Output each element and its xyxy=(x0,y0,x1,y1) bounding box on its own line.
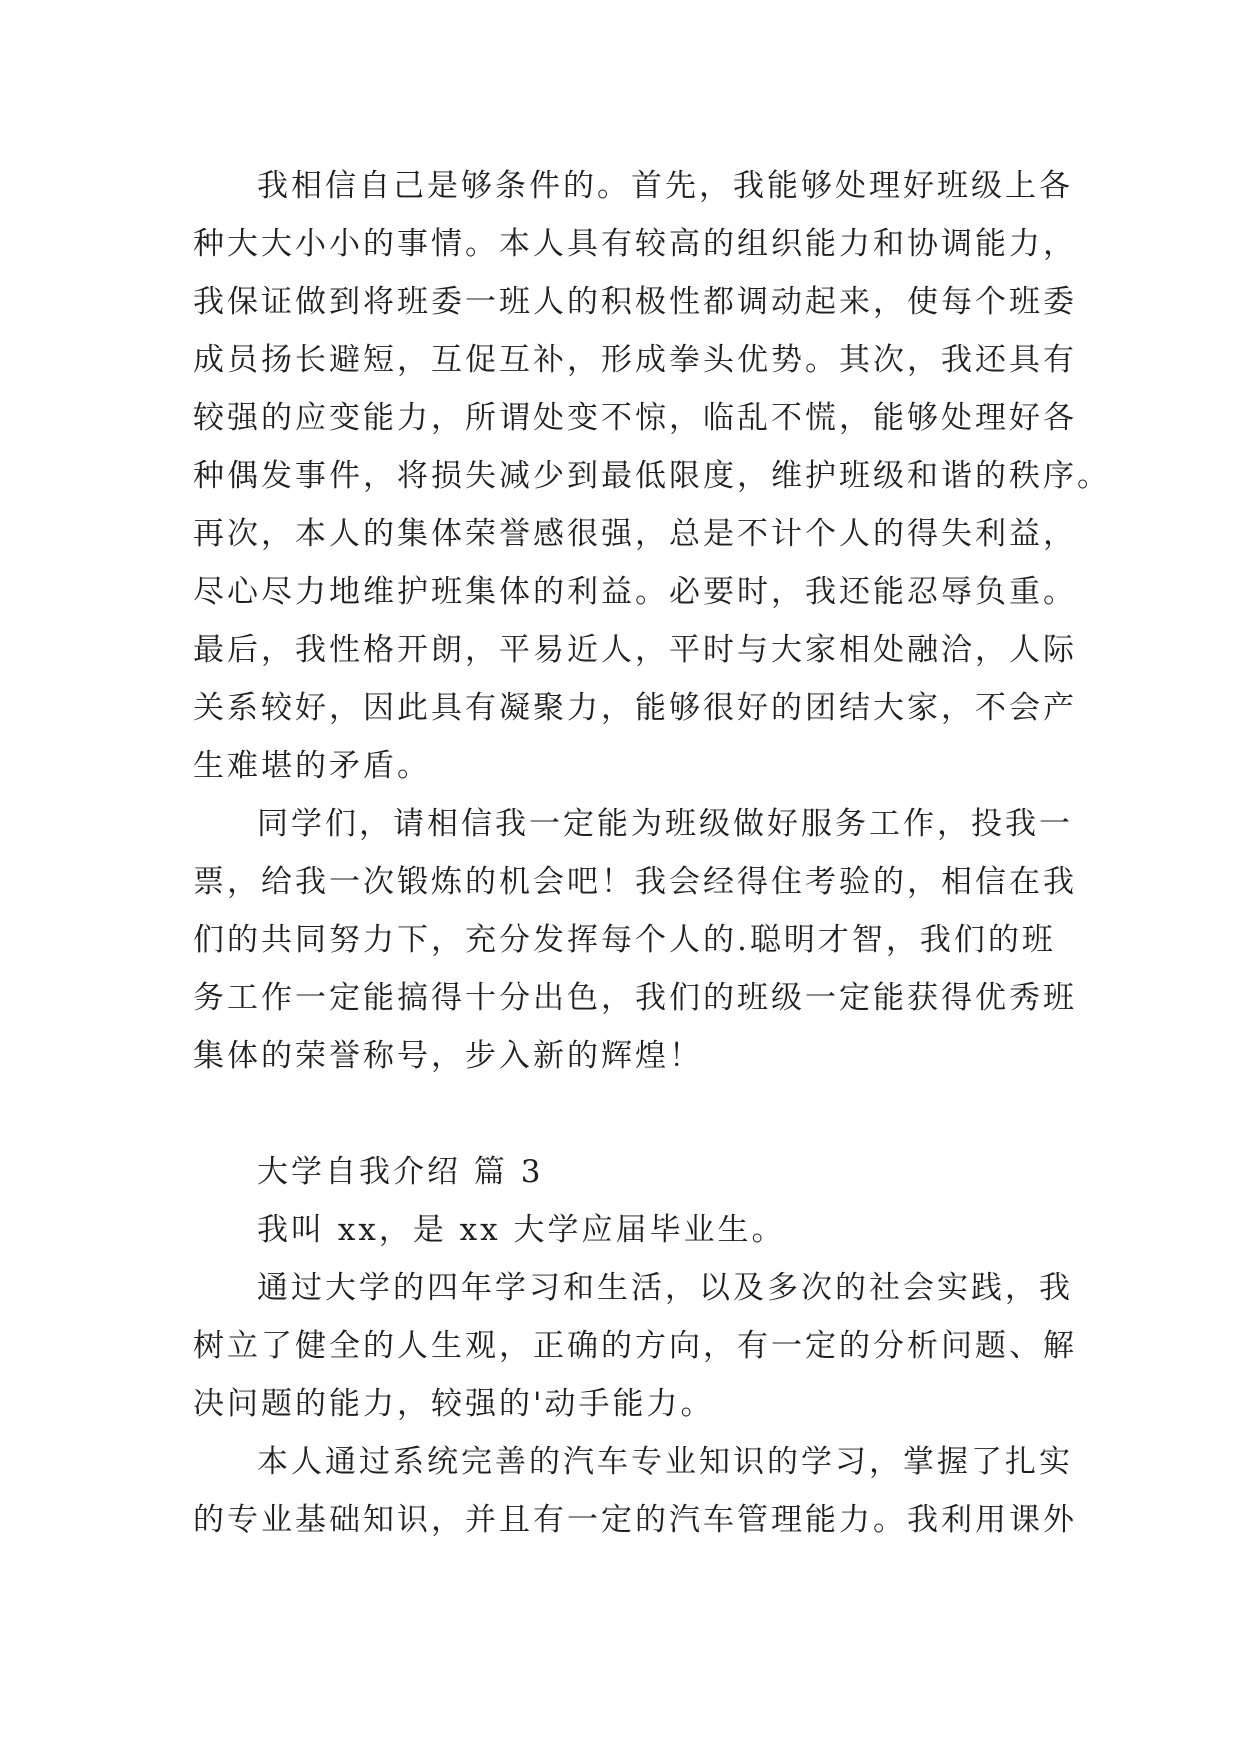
paragraph-4 xyxy=(193,1259,1077,1433)
text-line: 成员扬长避短，互促互补，形成拳头优势。其次，我还具有 xyxy=(193,342,1077,378)
text-line: 种偶发事件，将损失减少到最低限度，维护班级和谐的秩序。 xyxy=(193,458,1111,494)
text-line: 决问题的能力，较强的'动手能力。 xyxy=(193,1386,715,1422)
text-line: 票，给我一次锻炼的机会吧！我会经得住考验的，相信在我 xyxy=(193,864,1077,900)
text-line: 较强的应变能力，所谓处变不惊，临乱不慌，能够处理好各 xyxy=(193,400,1077,436)
text-line: 最后，我性格开朗，平易近人，平时与大家相处融洽，人际 xyxy=(193,632,1077,668)
text-line: 我相信自己是够条件的。首先，我能够处理好班级上各 xyxy=(257,168,1073,204)
text-line: 的专业基础知识，并且有一定的汽车管理能力。我利用课外 xyxy=(193,1502,1077,1538)
text-line: 我保证做到将班委一班人的积极性都调动起来，使每个班委 xyxy=(193,284,1077,320)
text-line: 生难堪的矛盾。 xyxy=(193,748,431,784)
paragraph-5 xyxy=(193,1433,1077,1549)
paragraph-3 xyxy=(193,1201,1073,1259)
text-line: 通过大学的四年学习和生活，以及多次的社会实践，我 xyxy=(257,1270,1073,1306)
text-line: 关系较好，因此具有凝聚力，能够很好的团结大家，不会产 xyxy=(193,690,1077,726)
blank-line xyxy=(193,1085,1073,1143)
text-line: 集体的荣誉称号，步入新的辉煌！ xyxy=(193,1038,703,1074)
paragraph-1 xyxy=(193,157,1111,795)
text-line: 尽心尽力地维护班集体的利益。必要时，我还能忍辱负重。 xyxy=(193,574,1077,610)
document-body xyxy=(193,157,1111,1549)
text-line: 树立了健全的人生观，正确的方向，有一定的分析问题、解 xyxy=(193,1328,1077,1364)
text-line: 们的共同努力下，充分发挥每个人的.聪明才智，我们的班 xyxy=(193,922,1056,958)
text-line: 种大大小小的事情。本人具有较高的组织能力和协调能力， xyxy=(193,226,1077,262)
text-line: 务工作一定能搞得十分出色，我们的班级一定能获得优秀班 xyxy=(193,980,1077,1016)
text-line: 再次，本人的集体荣誉感很强，总是不计个人的得失利益， xyxy=(193,516,1077,552)
text-line: 本人通过系统完善的汽车专业知识的学习，掌握了扎实 xyxy=(257,1444,1073,1480)
text-line: 同学们，请相信我一定能为班级做好服务工作，投我一 xyxy=(257,806,1073,842)
text-line: 我叫 xx，是 xx 大学应届毕业生。 xyxy=(257,1212,786,1248)
paragraph-2 xyxy=(193,795,1077,1085)
section-title: 大学自我介绍 篇 3 xyxy=(257,1154,544,1190)
